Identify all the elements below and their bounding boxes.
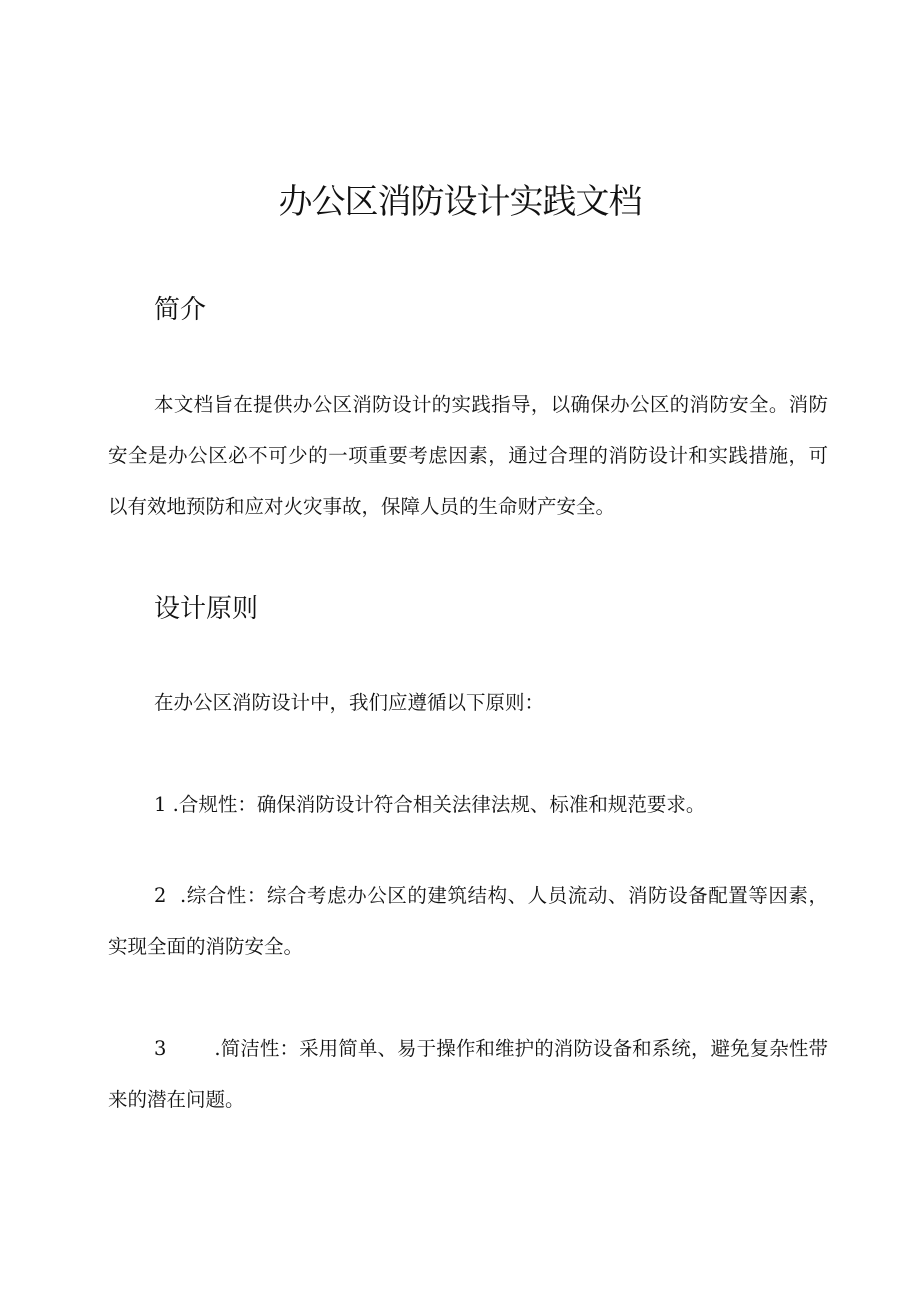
principle-number: 1 — [154, 793, 167, 816]
principle-item-2 — [108, 870, 828, 972]
page-title: 办公区消防设计实践文档 — [278, 182, 642, 222]
principle-item-3 — [108, 1023, 828, 1125]
principle-item-1 — [108, 779, 828, 830]
section-heading-intro: 简介 — [154, 295, 207, 325]
principle-text: .简洁性：采用简单、易于操作和维护的消防设备和系统，避免复杂性带来的潜在问题。 — [108, 1037, 828, 1111]
principle-text: .综合性：综合考虑办公区的建筑结构、人员流动、消防设备配置等因素，实现全面的消防安全。 — [108, 884, 828, 958]
section-heading-principles: 设计原则 — [154, 594, 259, 624]
principle-number: 3 — [154, 1037, 167, 1060]
intro-paragraph: 本文档旨在提供办公区消防设计的实践指导，以确保办公区的消防安全。消防安全是办公区必不可少的一项重要考虑因素，通过合理的消防设计和实践措施，可以有效地预防和应对火灾事故，保障人员的生命财产安全。 — [108, 393, 828, 518]
principle-text: .合规性：确保消防设计符合相关法律法规、标准和规范要求。 — [172, 793, 706, 816]
principles-intro: 在办公区消防设计中，我们应遵循以下原则： — [154, 691, 545, 714]
principle-number: 2 — [154, 884, 167, 907]
